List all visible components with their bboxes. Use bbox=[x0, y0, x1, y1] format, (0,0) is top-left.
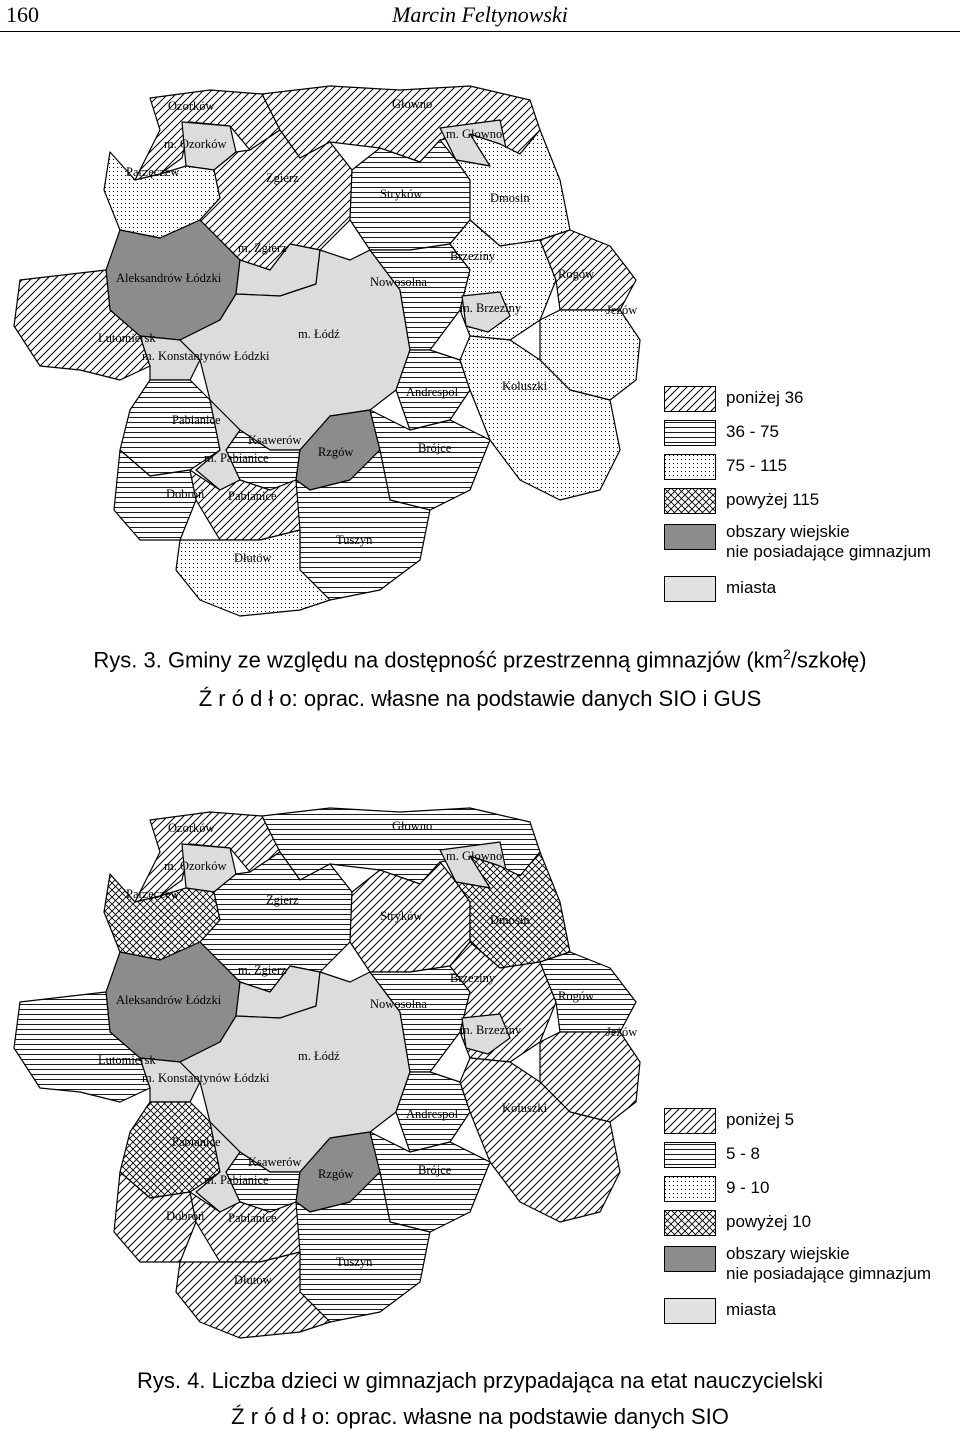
legend-swatch-horizontal bbox=[664, 420, 716, 446]
legend-label: poniżej 36 bbox=[726, 388, 804, 407]
legend-label: 5 - 8 bbox=[726, 1144, 761, 1163]
label-lutomiersk: Lutomiersk bbox=[98, 331, 156, 345]
label-m-lodz: m. Łódź bbox=[298, 327, 340, 341]
label-glowno: Głowno bbox=[392, 97, 433, 111]
legend-label: powyżej 115 bbox=[726, 490, 820, 509]
label-brojce: Brójce bbox=[418, 441, 452, 455]
page-header bbox=[0, 0, 960, 32]
legend-item-4 bbox=[664, 488, 960, 518]
label-jezow: Jeżów bbox=[606, 1025, 638, 1039]
label-m-lodz: m. Łódź bbox=[298, 1049, 340, 1063]
label-ksawerow: Ksawerów bbox=[248, 433, 302, 447]
label-zgierz: Zgierz bbox=[266, 171, 299, 185]
legend-item-5 bbox=[664, 524, 960, 568]
legend-swatch-horizontal bbox=[664, 1142, 716, 1168]
label-rogow: Rogów bbox=[558, 267, 595, 281]
label-brzeziny: Brzeziny bbox=[450, 971, 496, 985]
label-pabianice-gmina: Pabianice bbox=[228, 1211, 277, 1225]
label-dmosin: Dmosin bbox=[490, 913, 530, 927]
caption-3-sup: 2 bbox=[783, 646, 791, 662]
label-lutomiersk: Lutomiersk bbox=[98, 1053, 156, 1067]
label-m-zgierz: m. Zgierz bbox=[238, 241, 287, 255]
legend-label: powyżej 10 bbox=[726, 1212, 812, 1231]
legend-swatch-dark bbox=[664, 1246, 716, 1272]
label-tuszyn: Tuszyn bbox=[336, 533, 373, 547]
legend-item-2 bbox=[664, 1142, 960, 1172]
label-aleksandrow: Aleksandrów Łódzki bbox=[116, 271, 222, 285]
source-figure-4: Ź r ó d ł o: oprac. własne na podstawie danych SIO bbox=[231, 1404, 729, 1429]
legend-swatch-light bbox=[664, 576, 716, 602]
legend-swatch-diagonal bbox=[664, 1108, 716, 1134]
page-author: Marcin Feltynowski bbox=[392, 2, 568, 27]
label-m-konstantynow: m. Konstantynów Łódzki bbox=[142, 349, 270, 363]
label-andrespol: Andrespol bbox=[406, 1107, 459, 1121]
label-m-glowno: m. Głowno bbox=[446, 849, 503, 863]
legend-item-3 bbox=[664, 1176, 960, 1206]
caption-figure-4: Rys. 4. Liczba dzieci w gimnazjach przypadająca na etat nauczycielski bbox=[137, 1368, 823, 1393]
legend-label: miasta bbox=[726, 578, 777, 597]
caption-3-line1-end: /szkołę) bbox=[790, 647, 867, 673]
legend-label: obszary wiejskie bbox=[726, 522, 850, 541]
legend-label-line2: nie posiadające gimnazjum bbox=[726, 542, 932, 561]
label-rzgow: Rzgów bbox=[318, 445, 354, 459]
header-rule bbox=[0, 31, 960, 32]
label-parzeczew: Parzęczew bbox=[126, 165, 180, 179]
label-koluszki: Koluszki bbox=[502, 379, 548, 393]
map-svg-3 bbox=[0, 70, 660, 630]
label-brojce: Brójce bbox=[418, 1163, 452, 1177]
legend-item-6 bbox=[664, 1298, 960, 1328]
map-figure-3 bbox=[0, 70, 960, 630]
legend-swatch-crosshatch bbox=[664, 1210, 716, 1236]
label-pabianice-gmina: Pabianice bbox=[228, 489, 277, 503]
label-andrespol: Andrespol bbox=[406, 385, 459, 399]
label-ozorkow: Ozorków bbox=[168, 821, 215, 835]
label-m-glowno: m. Głowno bbox=[446, 127, 503, 141]
legend-item-5 bbox=[664, 1246, 960, 1290]
label-dlutow: Dłutów bbox=[234, 551, 272, 565]
legend-item-3 bbox=[664, 454, 960, 484]
label-strykow: Stryków bbox=[380, 187, 423, 201]
caption-figure-3 bbox=[0, 646, 960, 673]
legend-label: poniżej 5 bbox=[726, 1110, 795, 1129]
label-glowno: Głowno bbox=[392, 819, 433, 833]
legend-item-6 bbox=[664, 576, 960, 606]
map-svg-4 bbox=[0, 792, 660, 1352]
label-dmosin: Dmosin bbox=[490, 191, 530, 205]
legend-swatch-dotted bbox=[664, 454, 716, 480]
legend-swatch-light bbox=[664, 1298, 716, 1324]
label-pabianice: Pabianice bbox=[172, 1135, 221, 1149]
label-brzeziny: Brzeziny bbox=[450, 249, 496, 263]
legend-swatch-dotted bbox=[664, 1176, 716, 1202]
label-m-pabianice: m. Pabianice bbox=[204, 451, 269, 465]
label-m-pabianice: m. Pabianice bbox=[204, 1173, 269, 1187]
map-figure-4 bbox=[0, 792, 960, 1352]
legend-label: obszary wiejskie bbox=[726, 1244, 850, 1263]
label-strykow: Stryków bbox=[380, 909, 423, 923]
legend-item-1 bbox=[664, 386, 960, 416]
label-dobron: Dobroń bbox=[166, 487, 205, 501]
legend-item-4 bbox=[664, 1210, 960, 1240]
label-koluszki: Koluszki bbox=[502, 1101, 548, 1115]
legend-swatch-crosshatch bbox=[664, 488, 716, 514]
legend-item-1 bbox=[664, 1108, 960, 1138]
label-nowosolna: Nowosolna bbox=[370, 997, 427, 1011]
label-rogow: Rogów bbox=[558, 989, 595, 1003]
legend-label: 36 - 75 bbox=[726, 422, 779, 441]
legend-item-2 bbox=[664, 420, 960, 450]
label-m-ozorkow: m. Ozorków bbox=[164, 859, 227, 873]
label-m-brzeziny: m. Brzeziny bbox=[460, 301, 522, 315]
label-parzeczew: Parzęczew bbox=[126, 887, 180, 901]
label-dlutow: Dłutów bbox=[234, 1273, 272, 1287]
label-zgierz: Zgierz bbox=[266, 893, 299, 907]
legend-swatch-diagonal bbox=[664, 386, 716, 412]
legend-label: 75 - 115 bbox=[726, 456, 788, 475]
label-ozorkow: Ozorków bbox=[168, 99, 215, 113]
label-m-brzeziny: m. Brzeziny bbox=[460, 1023, 522, 1037]
page-number: 160 bbox=[6, 2, 39, 27]
label-m-konstantynow: m. Konstantynów Łódzki bbox=[142, 1071, 270, 1085]
label-m-zgierz: m. Zgierz bbox=[238, 963, 287, 977]
label-rzgow: Rzgów bbox=[318, 1167, 354, 1181]
legend-swatch-dark bbox=[664, 524, 716, 550]
legend-label: miasta bbox=[726, 1300, 777, 1319]
caption-3-line1: Rys. 3. Gminy ze względu na dostępność przestrzenną gimnazjów (km bbox=[93, 647, 784, 673]
legend-label: 9 - 10 bbox=[726, 1178, 770, 1197]
label-ksawerow: Ksawerów bbox=[248, 1155, 302, 1169]
label-tuszyn: Tuszyn bbox=[336, 1255, 373, 1269]
label-nowosolna: Nowosolna bbox=[370, 275, 427, 289]
legend-label-line2: nie posiadające gimnazjum bbox=[726, 1264, 932, 1283]
label-pabianice: Pabianice bbox=[172, 413, 221, 427]
label-m-ozorkow: m. Ozorków bbox=[164, 137, 227, 151]
source-figure-3: Ź r ó d ł o: oprac. własne na podstawie danych SIO i GUS bbox=[198, 686, 762, 711]
label-jezow: Jeżów bbox=[606, 303, 638, 317]
label-dobron: Dobroń bbox=[166, 1209, 205, 1223]
label-aleksandrow: Aleksandrów Łódzki bbox=[116, 993, 222, 1007]
